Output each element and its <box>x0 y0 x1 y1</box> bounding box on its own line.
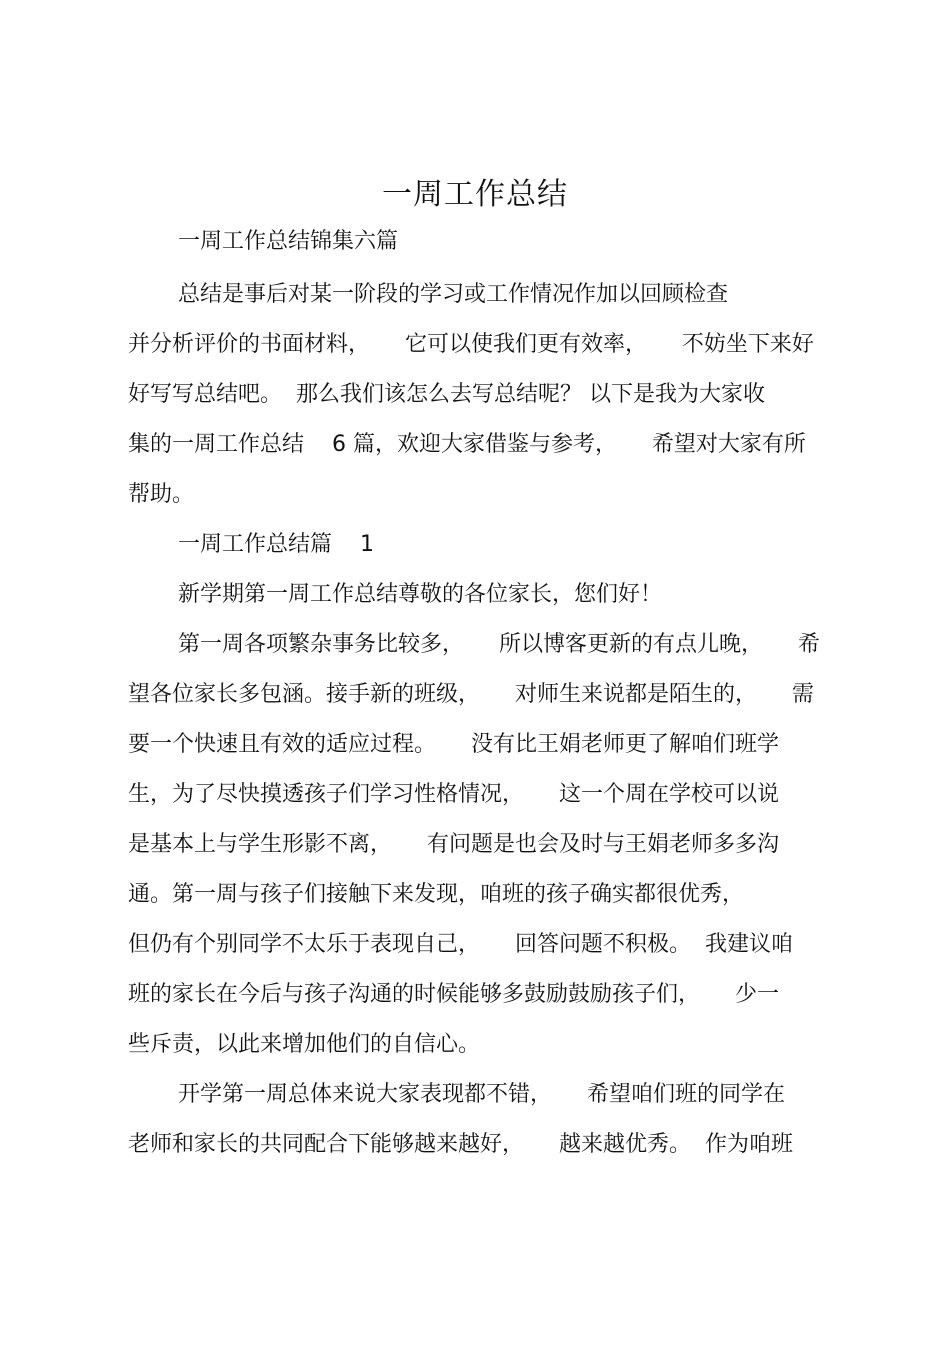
paragraph-line: 通。第一周与孩子们接触下来发现，咱班的孩子确实都很优秀， <box>128 882 745 907</box>
paragraph-line: 帮助。 <box>128 482 195 507</box>
paragraph-line: 是基本上与学生形影不离， 有问题是也会及时与王娟老师多多沟 <box>128 832 779 857</box>
paragraph-line: 老师和家长的共同配合下能够越来越好， 越来越优秀。 作为咱班 <box>128 1132 793 1157</box>
paragraph-line: 望各位家长多包涵。接手新的班级， 对师生来说都是陌生的， 需 <box>128 682 814 707</box>
paragraph-line: 集的一周工作总结 6 篇，欢迎大家借鉴与参考， 希望对大家有所 <box>128 432 806 457</box>
paragraph-line: 并分析评价的书面材料， 它可以使我们更有效率， 不妨坐下来好 <box>128 332 814 357</box>
paragraph-line: 生，为了尽快摸透孩子们学习性格情况， 这一个周在学校可以说 <box>128 782 779 807</box>
paragraph-line: 班的家长在今后与孩子沟通的时候能够多鼓励鼓励孩子们， 少一 <box>128 982 779 1007</box>
section-heading: 一周工作总结篇 1 <box>178 532 374 557</box>
paragraph-line: 新学期第一周工作总结尊敬的各位家长，您们好！ <box>178 582 663 607</box>
paragraph-line: 但仍有个别同学不太乐于表现自己， 回答问题不积极。 我建议咱 <box>128 932 793 957</box>
document-title: 一周工作总结 <box>382 177 568 212</box>
paragraph-line: 第一周各项繁杂事务比较多， 所以博客更新的有点儿晚， 希 <box>178 632 820 657</box>
paragraph-line: 总结是事后对某一阶段的学习或工作情况作加以回顾检查 <box>178 282 729 307</box>
subtitle-line: 一周工作总结锦集六篇 <box>178 229 399 254</box>
paragraph-line: 些斥责，以此来增加他们的自信心。 <box>128 1032 481 1057</box>
paragraph-line: 开学第一周总体来说大家表现都不错， 希望咱们班的同学在 <box>178 1082 785 1107</box>
paragraph-line: 好写写总结吧。 那么我们该怎么去写总结呢？ 以下是我为大家收 <box>128 382 765 407</box>
paragraph-line: 要一个快速且有效的适应过程。 没有比王娟老师更了解咱们班学 <box>128 732 779 757</box>
